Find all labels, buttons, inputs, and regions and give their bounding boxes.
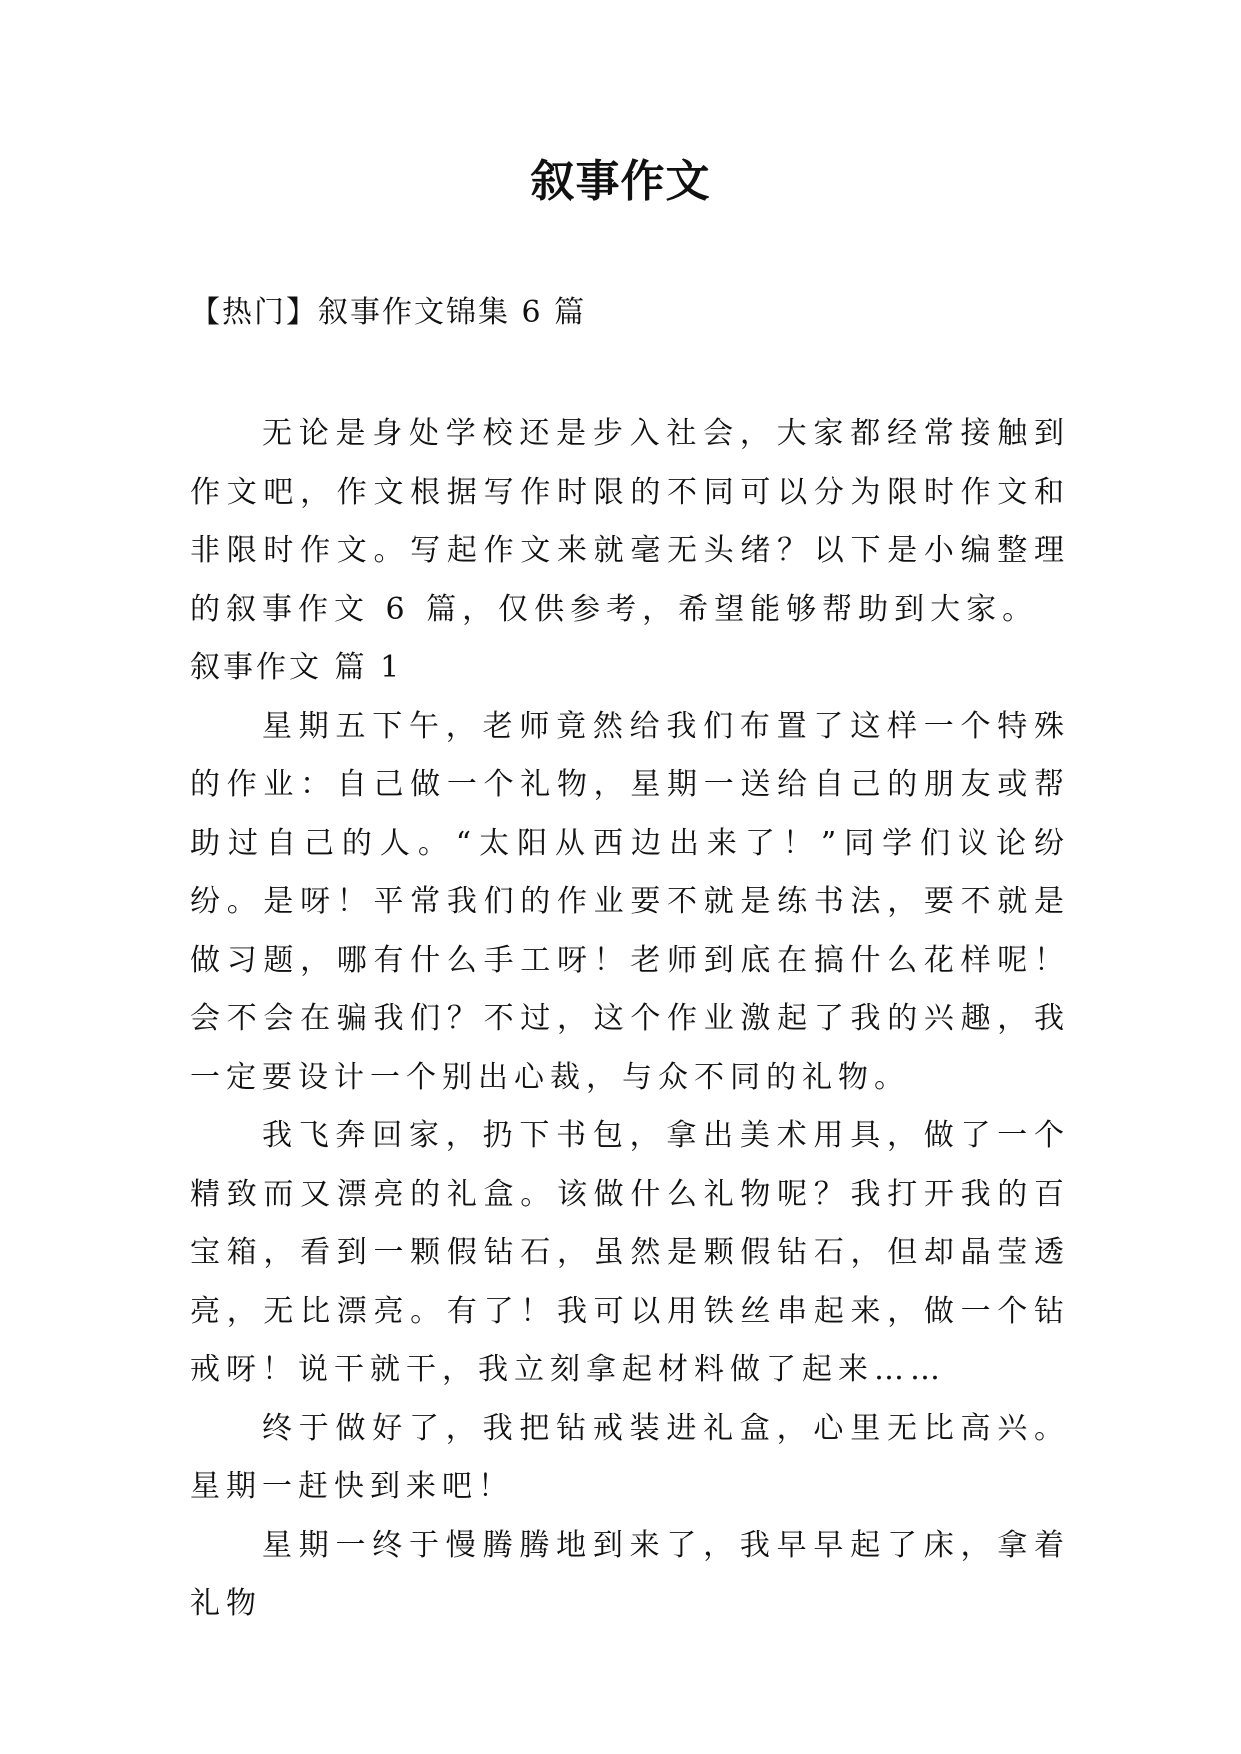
body-paragraph: 我飞奔回家，扔下书包，拿出美术用具，做了一个精致而又漂亮的礼盒。该做什么礼物呢？我打开我的百宝箱，看到一颗假钻石，虽然是颗假钻石，但却晶莹透亮，无比漂亮。有了！我可以用铁丝串起来，做一个钻戒呀！说干就干，我立刻拿起材料做了起来…… — [190, 1118, 1070, 1387]
document-title: 叙事作文 — [530, 156, 711, 207]
intro-paragraph: 无论是身处学校还是步入社会，大家都经常接触到作文吧，作文根据写作时限的不同可以分为限时作文和非限时作文。写起作文来就毫无头绪？以下是小编整理的叙事作文 6 篇，仅供参考，希望能够帮助到大家。 — [190, 416, 1070, 627]
document-body — [190, 405, 1070, 1634]
section-heading: 叙事作文 篇 1 — [190, 650, 403, 685]
body-paragraph: 星期一终于慢腾腾地到来了，我早早起了床，拿着礼物 — [190, 1527, 1070, 1621]
body-paragraph: 终于做好了，我把钻戒装进礼盒，心里无比高兴。星期一赶快到来吧！ — [190, 1410, 1070, 1504]
document-subtitle: 【热门】叙事作文锦集 6 篇 — [190, 295, 587, 330]
body-paragraph: 星期五下午，老师竟然给我们布置了这样一个特殊的作业：自己做一个礼物，星期一送给自己的朋友或帮助过自己的人。“太阳从西边出来了！”同学们议论纷纷。是呀！平常我们的作业要不就是练书法，要不就是做习题，哪有什么手工呀！老师到底在搞什么花样呢！会不会在骗我们？不过，这个作业激起了我的兴趣，我一定要设计一个别出心裁，与众不同的礼物。 — [190, 708, 1070, 1095]
